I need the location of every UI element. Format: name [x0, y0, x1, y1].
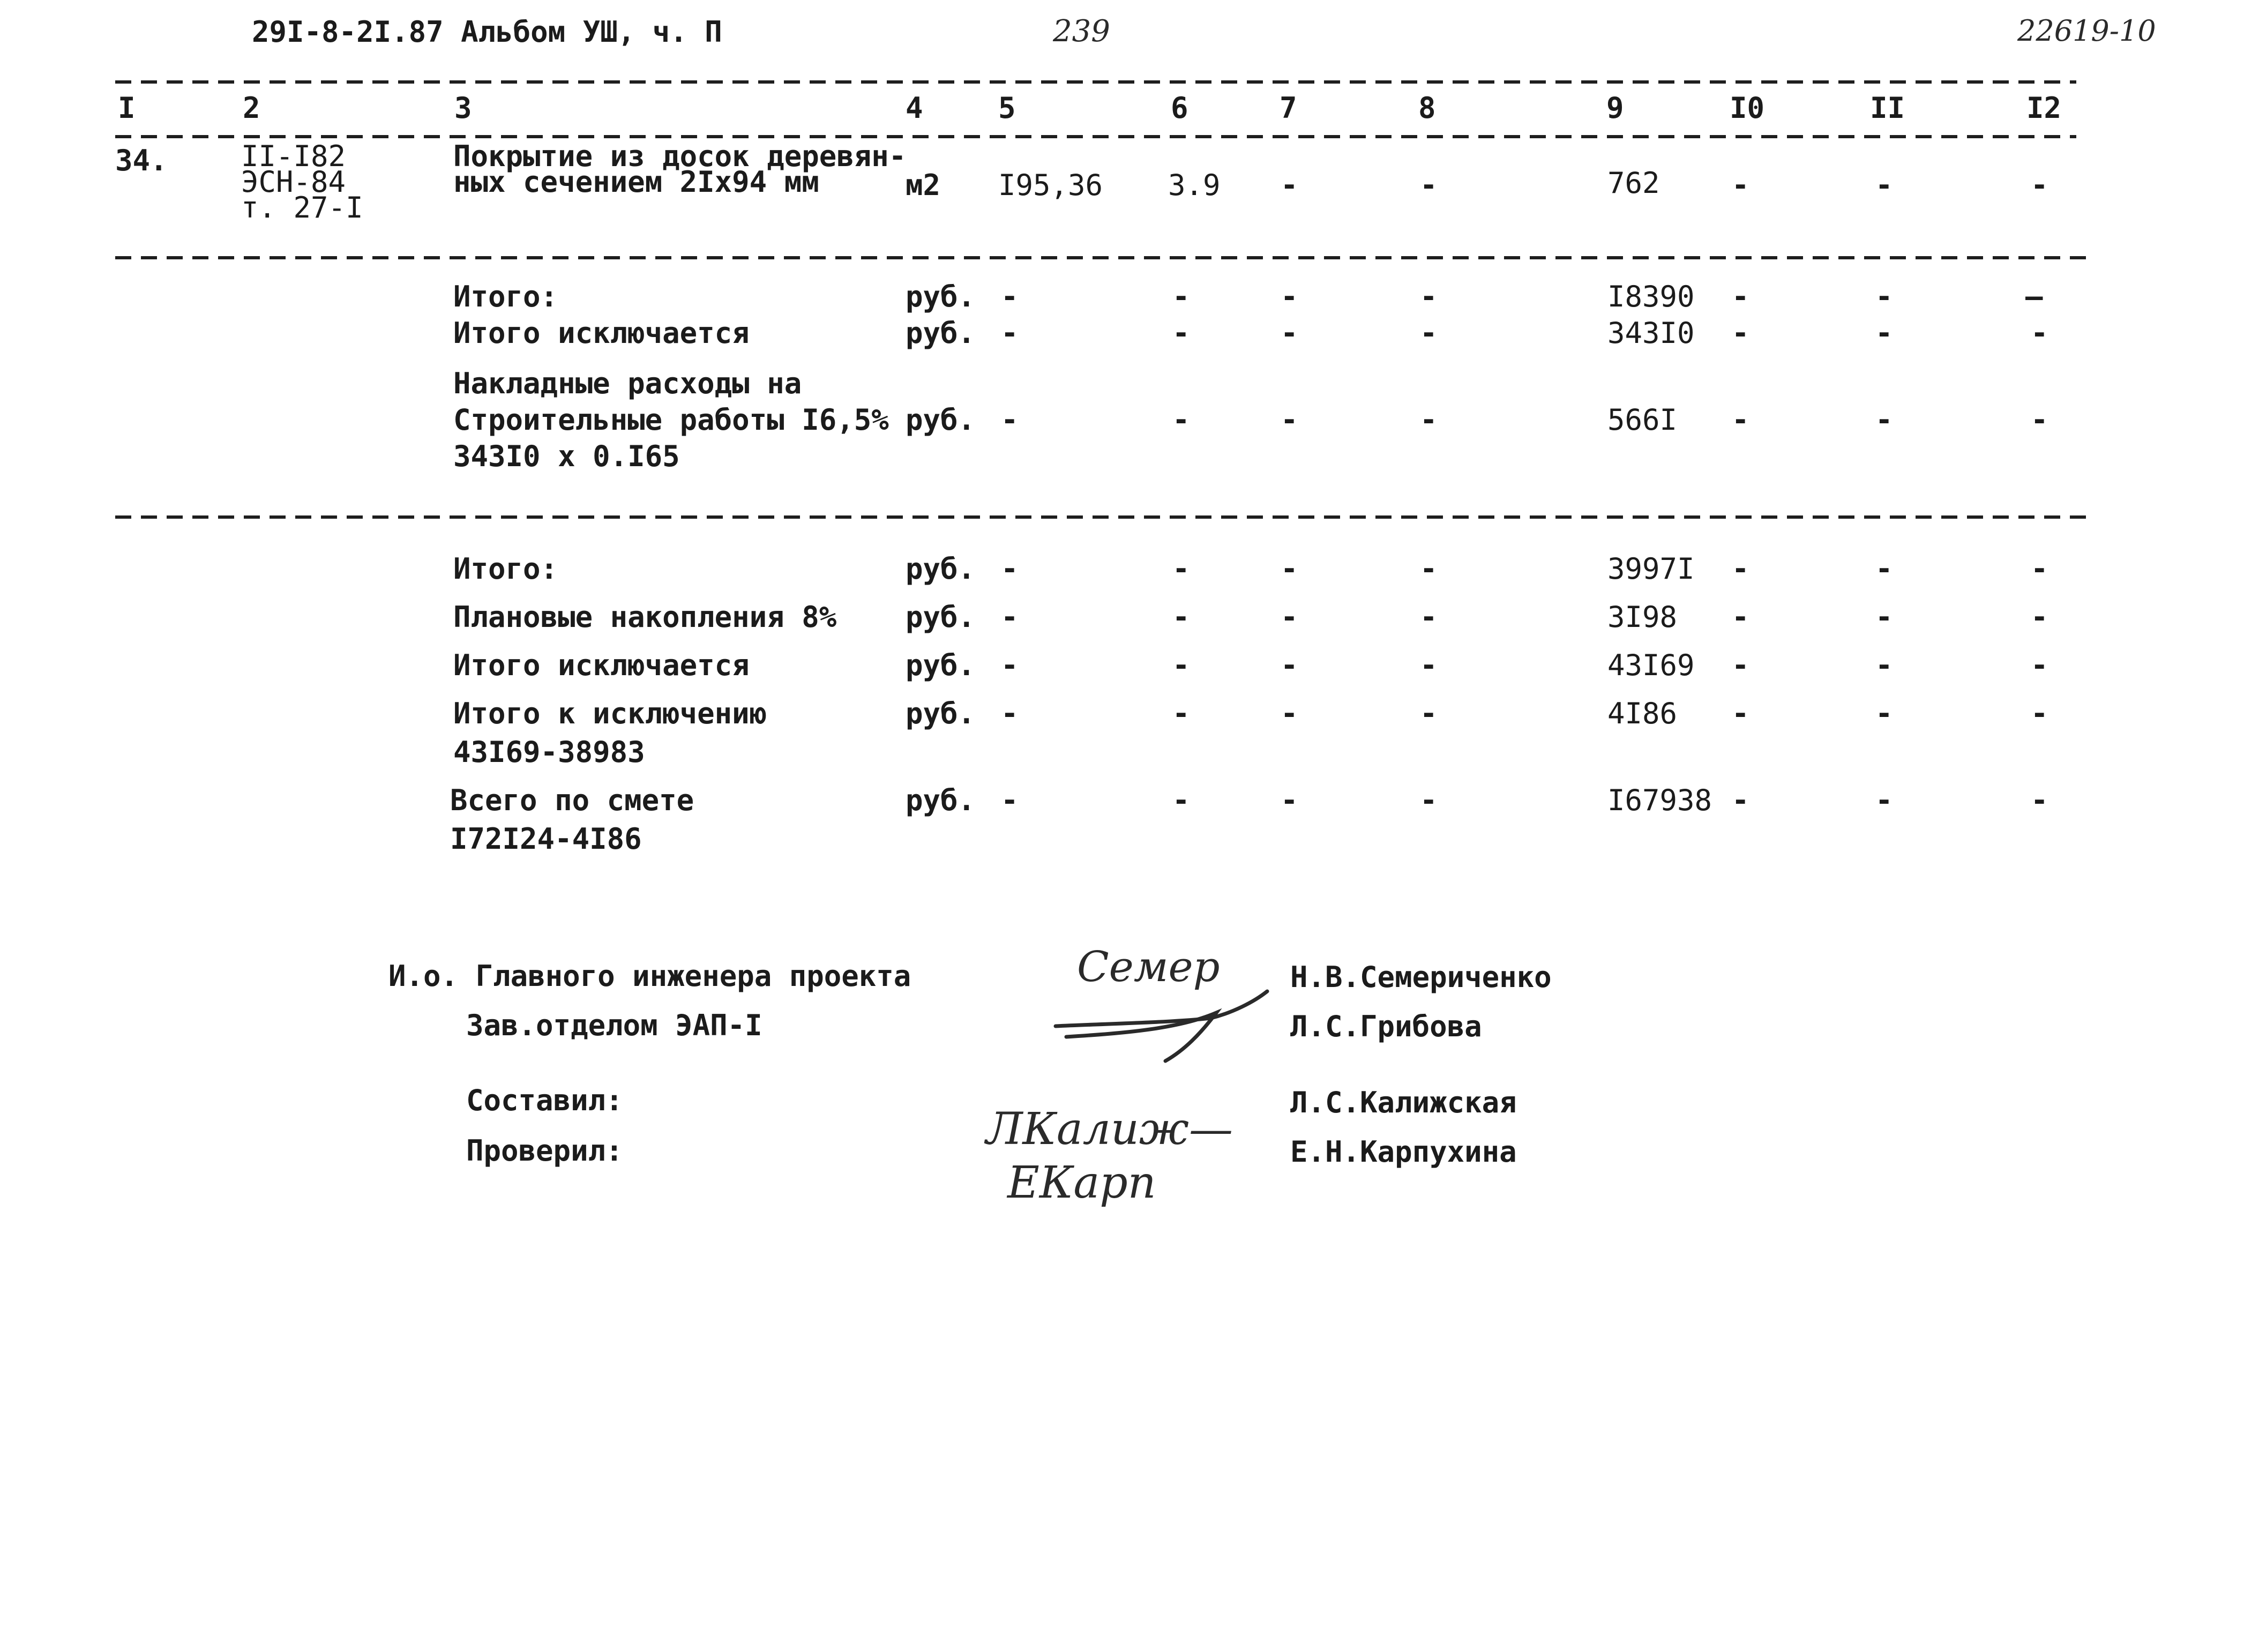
- summary-col-7: -: [1281, 697, 1298, 730]
- col-header-3: 3: [454, 91, 472, 125]
- summary-col-8: -: [1420, 403, 1438, 437]
- header-bottom-rule: [115, 135, 2076, 138]
- header-top-rule: [115, 80, 2076, 84]
- item-col-7: -: [1281, 168, 1298, 202]
- summary-col-10: -: [1732, 280, 1749, 313]
- signature-flourish: [1050, 975, 1275, 1066]
- item-col-10: -: [1732, 168, 1749, 202]
- summary-col-6: -: [1172, 280, 1190, 313]
- summary-col-11: -: [1875, 697, 1893, 730]
- item-description-line: Покрытие из досок деревян-: [453, 139, 907, 173]
- item-col-8: -: [1420, 168, 1438, 202]
- summary-col-9: I8390: [1607, 280, 1695, 313]
- summary-col-12: -: [2031, 648, 2048, 682]
- handwritten-signature: ЕКарп: [1007, 1157, 1156, 1208]
- item-col-11: -: [1875, 168, 1893, 202]
- summary-col-6: -: [1172, 552, 1190, 586]
- item-col-12: -: [2031, 168, 2048, 202]
- summary-label: Накладные расходы на: [453, 367, 802, 400]
- summary-unit: руб.: [906, 783, 976, 817]
- signatory-name: Н.В.Семериченко: [1290, 960, 1552, 994]
- col-header-5: 5: [998, 91, 1016, 125]
- summary-col-10: -: [1732, 552, 1749, 586]
- summary-col-8: -: [1420, 648, 1438, 682]
- section-rule-2: [115, 515, 2092, 519]
- summary-col-12: -: [2031, 552, 2048, 586]
- summary-col-8: -: [1420, 552, 1438, 586]
- summary-col-10: -: [1732, 403, 1749, 437]
- summary-col-5: -: [1001, 697, 1019, 730]
- page-number: 239: [1053, 14, 1110, 49]
- item-code-line: т. 27-I: [241, 191, 363, 225]
- summary-col-6: -: [1172, 403, 1190, 437]
- item-code-line: II-I82: [241, 139, 346, 173]
- summary-col-6: -: [1172, 316, 1190, 350]
- summary-col-5: -: [1001, 600, 1019, 634]
- summary-col-11: -: [1875, 600, 1893, 634]
- summary-col-10: -: [1732, 316, 1749, 350]
- handwritten-signature: ЛКалиж—: [986, 1104, 1233, 1155]
- col-header-9: 9: [1606, 91, 1624, 125]
- col-header-12: I2: [2026, 91, 2062, 125]
- summary-unit: руб.: [906, 552, 976, 586]
- summary-col-11: -: [1875, 316, 1893, 350]
- summary-col-6: -: [1172, 783, 1190, 817]
- summary-label: I72I24-4I86: [450, 822, 642, 856]
- summary-col-9: 3I98: [1607, 600, 1678, 634]
- summary-label: Итого:: [453, 552, 558, 586]
- summary-col-7: -: [1281, 316, 1298, 350]
- item-unit: м2: [906, 168, 941, 202]
- summary-label: Итого исключается: [453, 316, 750, 350]
- item-quantity: I95,36: [998, 168, 1103, 202]
- summary-col-9: I67938: [1607, 783, 1712, 817]
- col-header-8: 8: [1418, 91, 1436, 125]
- summary-col-10: -: [1732, 600, 1749, 634]
- summary-unit: руб.: [906, 316, 976, 350]
- summary-col-11: -: [1875, 648, 1893, 682]
- summary-col-12: -: [2031, 600, 2048, 634]
- signatory-name: Е.Н.Карпухина: [1290, 1135, 1517, 1169]
- summary-col-5: -: [1001, 648, 1019, 682]
- summary-col-8: -: [1420, 316, 1438, 350]
- summary-label: Всего по смете: [450, 783, 694, 817]
- item-description-line: ных сечением 2Iх94 мм: [453, 165, 819, 199]
- summary-col-8: -: [1420, 783, 1438, 817]
- summary-col-10: -: [1732, 697, 1749, 730]
- summary-col-8: -: [1420, 697, 1438, 730]
- col-header-11: II: [1870, 91, 1905, 125]
- archive-number: 22619-10: [2017, 14, 2156, 48]
- summary-col-8: -: [1420, 600, 1438, 634]
- summary-col-8: -: [1420, 280, 1438, 313]
- col-header-1: I: [118, 91, 136, 125]
- summary-col-9: 43I69: [1607, 648, 1695, 682]
- summary-col-6: -: [1172, 600, 1190, 634]
- summary-col-11: -: [1875, 783, 1893, 817]
- summary-col-9: 3997I: [1607, 552, 1695, 586]
- summary-label: Строительные работы I6,5%: [453, 403, 889, 437]
- summary-col-11: -: [1875, 552, 1893, 586]
- summary-col-7: -: [1281, 648, 1298, 682]
- summary-label: Плановые накопления 8%: [453, 600, 837, 634]
- signatory-role: И.о. Главного инженера проекта: [388, 959, 911, 993]
- col-header-6: 6: [1171, 91, 1188, 125]
- handwritten-signature: Семер: [1077, 943, 1220, 991]
- summary-col-9: 343I0: [1607, 316, 1695, 350]
- signatory-role: Зав.отделом ЭАП-I: [466, 1008, 762, 1042]
- col-header-10: I0: [1730, 91, 1765, 125]
- summary-unit: руб.: [906, 697, 976, 730]
- summary-label: Итого:: [453, 280, 558, 313]
- summary-col-12: —: [2025, 280, 2043, 313]
- item-code-line: ЭСН-84: [241, 165, 346, 199]
- summary-label: Итого исключается: [453, 648, 750, 682]
- summary-label: Итого к исключению: [453, 697, 767, 730]
- signatory-role: Проверил:: [466, 1134, 623, 1168]
- summary-col-5: -: [1001, 316, 1019, 350]
- summary-col-12: -: [2031, 697, 2048, 730]
- summary-col-5: -: [1001, 552, 1019, 586]
- summary-unit: руб.: [906, 600, 976, 634]
- summary-col-5: -: [1001, 783, 1019, 817]
- summary-col-10: -: [1732, 783, 1749, 817]
- col-header-2: 2: [243, 91, 260, 125]
- summary-col-7: -: [1281, 403, 1298, 437]
- summary-col-11: -: [1875, 403, 1893, 437]
- document-reference: 29I-8-2I.87 Альбом УШ, ч. П: [252, 15, 722, 49]
- summary-col-10: -: [1732, 648, 1749, 682]
- summary-unit: руб.: [906, 403, 976, 437]
- item-col-9: 762: [1607, 166, 1660, 200]
- summary-col-7: -: [1281, 280, 1298, 313]
- col-header-4: 4: [906, 91, 923, 125]
- summary-col-7: -: [1281, 783, 1298, 817]
- summary-col-6: -: [1172, 697, 1190, 730]
- item-number: 34.: [115, 144, 168, 177]
- summary-unit: руб.: [906, 648, 976, 682]
- summary-unit: руб.: [906, 280, 976, 313]
- summary-col-12: -: [2031, 783, 2048, 817]
- summary-col-6: -: [1172, 648, 1190, 682]
- signatory-name: Л.С.Грибова: [1290, 1010, 1482, 1043]
- summary-col-12: -: [2031, 316, 2048, 350]
- summary-col-7: -: [1281, 552, 1298, 586]
- summary-label: 43I69-38983: [453, 735, 645, 769]
- summary-col-11: -: [1875, 280, 1893, 313]
- summary-col-5: -: [1001, 280, 1019, 313]
- signatory-role: Составил:: [466, 1083, 623, 1117]
- summary-col-9: 566I: [1607, 403, 1678, 437]
- item-price: 3.9: [1168, 168, 1221, 202]
- signatory-name: Л.С.Калижская: [1290, 1086, 1517, 1119]
- col-header-7: 7: [1280, 91, 1297, 125]
- summary-col-7: -: [1281, 600, 1298, 634]
- section-rule-1: [115, 256, 2092, 259]
- summary-col-5: -: [1001, 403, 1019, 437]
- summary-col-12: -: [2031, 403, 2048, 437]
- summary-col-9: 4I86: [1607, 697, 1678, 730]
- summary-label: 343I0 х 0.I65: [453, 439, 680, 473]
